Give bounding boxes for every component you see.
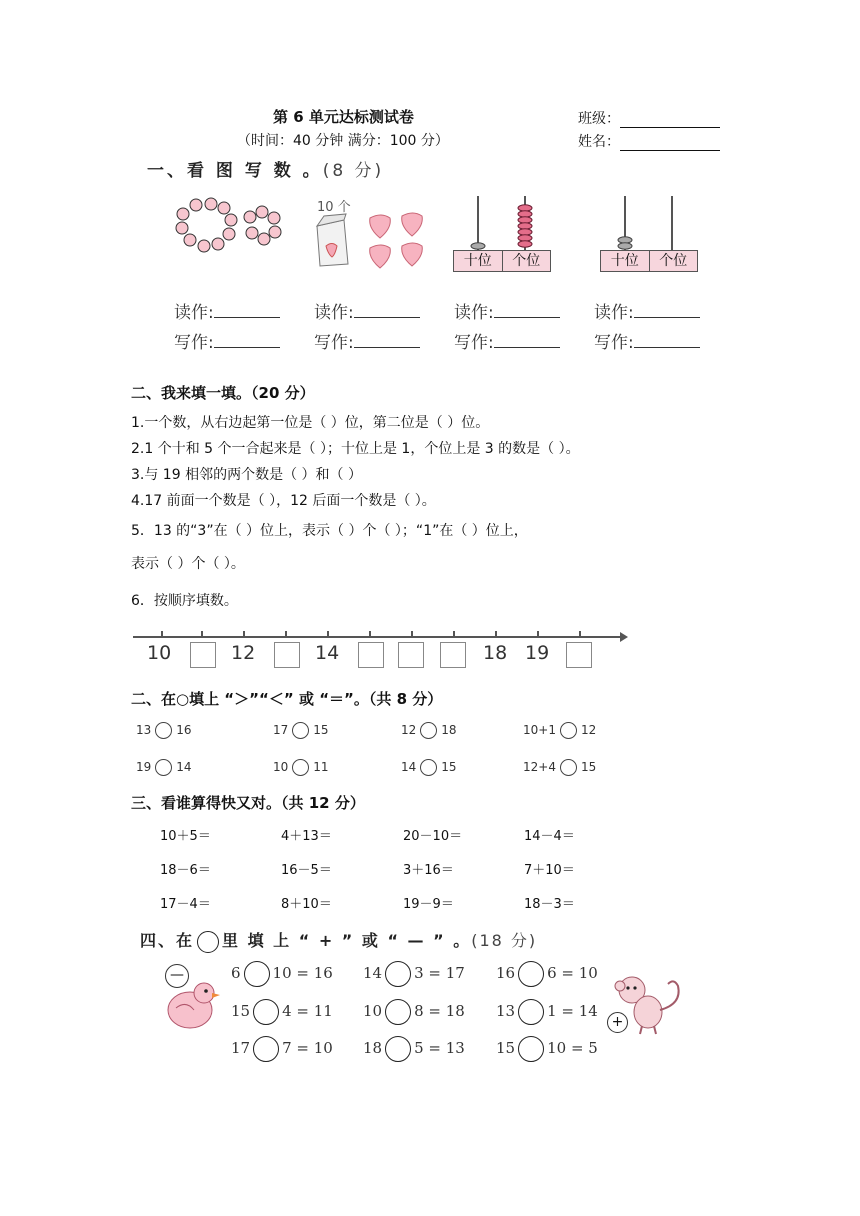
compare-circle[interactable] [292,759,309,776]
strawberry-picture [312,212,442,270]
bead-icon [198,240,210,252]
equation-right: 7 = 10 [282,1039,333,1057]
question-5a: 5．13 的“3”在（ ）位上，表示（ ）个（ ）；“1”在（ ）位上， [131,523,528,539]
sign-circle[interactable] [385,961,411,987]
abacus-tens-label: 十位 [454,251,503,271]
calc-item[interactable]: 8＋10＝ [281,897,332,912]
beads-picture [166,193,290,263]
question-3: 3.与 19 相邻的两个数是（ ）和（ ） [131,467,362,483]
bead-icon [212,238,224,250]
equation-right: 5 = 13 [414,1039,465,1057]
section5-points: (18 分) [471,931,538,950]
compare-left: 12+4 [523,760,556,774]
compare-right: 14 [176,760,192,774]
abacus-rods-1 [453,194,551,252]
equation-right: 6 = 10 [547,964,598,982]
compare-left: 13 [136,723,152,737]
compare-right: 11 [313,760,329,774]
equation-right: 10 = 16 [272,964,333,982]
question-5b: 表示（ ）个（ ）。 [131,556,245,572]
circle-icon [197,931,219,953]
bead-icon [268,212,280,224]
write-label: 写作: [314,333,354,353]
equation-left: 10 [363,1002,383,1020]
answer-blank[interactable] [494,346,560,348]
compare-item [523,759,596,776]
compare-item [273,759,329,776]
section1-points: (8 分) [322,161,385,181]
section4-title: 三、看谁算得快又对。（共 12 分） [131,794,365,812]
calc-item[interactable]: 18－6＝ [160,863,211,878]
answer-box[interactable] [274,642,300,668]
compare-right: 12 [580,723,597,737]
compare-circle[interactable] [560,759,577,776]
equation-left: 14 [363,964,383,982]
read-row-1 [174,298,280,323]
bead-icon [225,214,237,226]
class-blank[interactable] [620,113,720,128]
chick-icon [162,980,222,1032]
read-label: 读作: [174,303,214,323]
compare-left: 10 [273,760,289,774]
compare-right: 15 [580,760,597,774]
answer-box[interactable] [190,642,216,668]
read-label: 读作: [594,303,634,323]
number-label: 10 [147,642,172,664]
bead-icon [246,227,258,239]
answer-blank[interactable] [354,346,420,348]
answer-blank[interactable] [494,316,560,318]
write-label: 写作: [454,333,494,353]
abacus-tens-label: 十位 [601,251,650,271]
compare-item [273,722,329,739]
equation-right: 4 = 11 [282,1002,333,1020]
calc-item[interactable]: 18－3＝ [524,897,575,912]
sign-circle[interactable] [518,961,544,987]
name-label: 姓名： [578,134,620,150]
calc-item[interactable]: 3＋16＝ [403,863,454,878]
compare-left: 10+1 [523,723,556,737]
compare-left: 19 [136,760,152,774]
number-label: 12 [231,642,256,664]
answer-blank[interactable] [634,316,700,318]
bead-icon [223,228,235,240]
section2-title: 二、我来填一填。（20 分） [131,384,315,402]
write-label: 写作: [174,333,214,353]
equation [231,999,333,1025]
equation [496,1036,598,1062]
compare-item [401,722,457,739]
bead-icon [176,222,188,234]
section5-title-a: 四、在 [140,931,195,950]
equation-left: 6 [231,964,241,982]
abacus-2 [600,194,698,272]
equation-left: 17 [231,1039,251,1057]
equation [496,999,598,1025]
compare-item [401,759,457,776]
bead-icon [218,202,230,214]
read-label: 读作: [314,303,354,323]
abacus-ones-label: 个位 [512,253,541,269]
read-row-2 [314,298,420,323]
minus-sign-icon: — [165,964,189,988]
number-label: 19 [525,642,550,664]
compare-right: 18 [441,723,457,737]
calc-item[interactable]: 20－10＝ [403,829,463,844]
sign-circle[interactable] [253,1036,279,1062]
equation [363,1036,465,1062]
equation-left: 15 [231,1002,251,1020]
equation [363,999,465,1025]
strawberry-icon [370,215,391,238]
compare-item [523,722,596,739]
bead-icon [244,211,256,223]
sign-circle[interactable] [518,999,544,1025]
sign-circle[interactable] [518,1036,544,1062]
abacus-base-2 [600,250,698,272]
question-1: 1.一个数，从右边起第一位是（ ）位，第二位是（ ）位。 [131,415,490,431]
section5-title-b: 里 填 上 “ + ” 或 “ — ” 。 [222,931,472,950]
equation [496,961,598,987]
equation-left: 13 [496,1002,516,1020]
compare-item [136,722,192,739]
bead-icon [205,198,217,210]
page-title: 第 6 单元达标测试卷 [273,108,414,126]
sign-circle[interactable] [253,999,279,1025]
class-field [578,108,720,128]
read-row-3 [454,298,560,323]
calc-item[interactable]: 16－5＝ [281,863,332,878]
abacus-rods-2 [600,194,698,252]
abacus-base-1 [453,250,551,272]
compare-item [136,759,192,776]
read-row-4 [594,298,700,323]
abacus-ones-label: 个位 [659,253,688,269]
calc-item[interactable]: 4＋13＝ [281,829,332,844]
name-blank[interactable] [620,136,720,151]
compare-circle[interactable] [292,722,309,739]
equation-left: 18 [363,1039,383,1057]
equation [231,961,333,987]
strawberry-icon [370,245,391,268]
section5-heading [140,928,537,953]
answer-box[interactable] [398,642,424,668]
bead-icon [269,226,281,238]
plus-sign-icon: + [607,1012,628,1033]
compare-left: 14 [401,760,417,774]
page-subtitle: （时间：40 分钟 满分：100 分） [237,133,449,149]
calc-item[interactable]: 17－4＝ [160,897,211,912]
bag-icon [317,214,348,266]
section1-title: 一、看 图 写 数 。 [147,161,323,181]
compare-circle[interactable] [560,722,577,739]
number-label: 18 [483,642,508,664]
equation-left: 16 [496,964,516,982]
write-label: 写作: [594,333,634,353]
number-line [130,624,630,674]
compare-right: 15 [313,723,329,737]
compare-circle[interactable] [420,722,437,739]
bead-icon [184,234,196,246]
equation [363,961,465,987]
compare-right: 15 [441,760,457,774]
compare-left: 12 [401,723,417,737]
equation [231,1036,333,1062]
sign-circle[interactable] [244,961,270,987]
write-row-3 [454,328,560,353]
equation-right: 3 = 17 [414,964,465,982]
answer-blank[interactable] [634,346,700,348]
equation-right: 10 = 5 [547,1039,598,1057]
compare-left: 17 [273,723,289,737]
answer-box[interactable] [566,642,592,668]
bead-icon [177,208,189,220]
number-line-axis [130,624,630,644]
compare-right: 16 [176,723,192,737]
class-label: 班级： [578,111,620,127]
name-field [578,131,720,151]
strawberry-icon [402,213,423,236]
calc-item[interactable]: 7＋10＝ [524,863,575,878]
calc-item[interactable]: 19－9＝ [403,897,454,912]
question-2: 2.1 个十和 5 个一合起来是（ ）；十位上是 1，个位上是 3 的数是（ ）。 [131,441,580,457]
calc-item[interactable]: 10＋5＝ [160,829,211,844]
answer-blank[interactable] [214,316,280,318]
equation-left: 15 [496,1039,516,1057]
bead-icon [190,199,202,211]
sign-circle[interactable] [385,999,411,1025]
bead-icon [258,233,270,245]
calc-item[interactable]: 14－4＝ [524,829,575,844]
compare-circle[interactable] [155,722,172,739]
answer-blank[interactable] [354,316,420,318]
question-6: 6．按顺序填数。 [131,593,238,609]
write-row-4 [594,328,700,353]
equation-right: 1 = 14 [547,1002,598,1020]
abacus-1 [453,194,551,272]
equation-right: 8 = 18 [414,1002,465,1020]
answer-box[interactable] [358,642,384,668]
sign-circle[interactable] [385,1036,411,1062]
bead-icon [256,206,268,218]
compare-circle[interactable] [420,759,437,776]
write-row-1 [174,328,280,353]
number-label: 14 [315,642,340,664]
compare-circle[interactable] [155,759,172,776]
section3-title: 二、在○填上 “＞”“＜” 或 “＝”。（共 8 分） [131,690,443,708]
answer-box[interactable] [440,642,466,668]
question-4: 4.17 前面一个数是（ ），12 后面一个数是（ ）。 [131,493,436,509]
write-row-2 [314,328,420,353]
read-label: 读作: [454,303,494,323]
section1-heading [147,156,384,181]
bag-label: 10 个 [317,200,351,215]
strawberry-icon [402,243,423,266]
answer-blank[interactable] [214,346,280,348]
